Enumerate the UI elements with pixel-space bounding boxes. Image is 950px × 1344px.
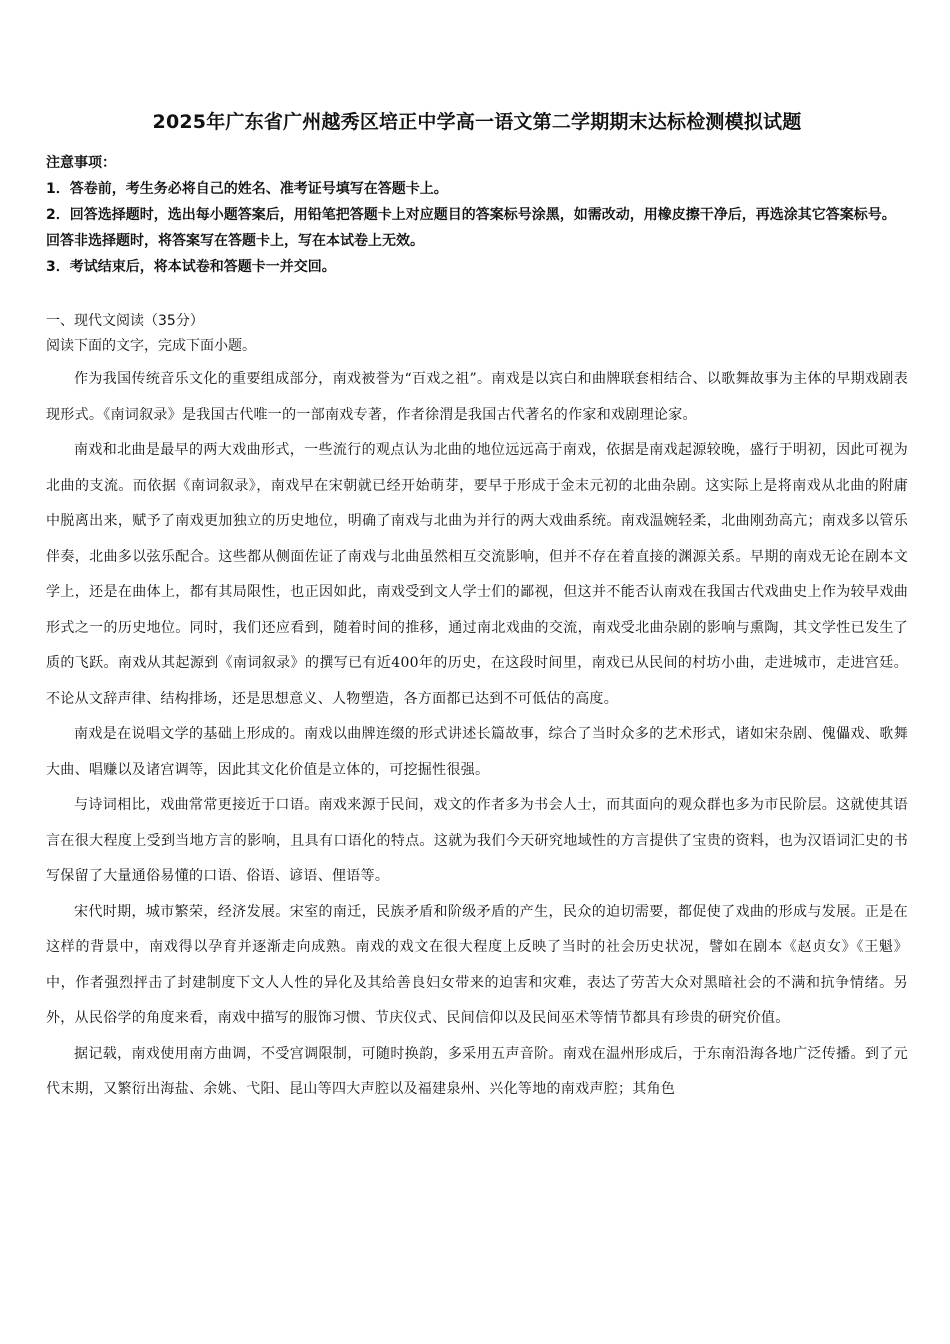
passage-paragraph-4: 与诗词相比，戏曲常常更接近于口语。南戏来源于民间，戏文的作者多为书会人士，而其面向的观众群也多为市民阶层。这就使其语言在很大程度上受到当地方言的影响，且具有口语化的特点。这就为我们今天研究地域性的方言提供了宝贵的资料，也为汉语词汇史的书写保留了大量通俗易懂的口语、俗语、谚语、俚语等。 [46, 797, 908, 884]
reading-passage [46, 362, 908, 1108]
notice-heading: 注意事项： [46, 155, 116, 171]
passage-paragraph-1: 作为我国传统音乐文化的重要组成部分，南戏被誉为“百戏之祖”。南戏是以宾白和曲牌联套相结合、以歌舞故事为主体的早期戏剧表现形式。《南词叙录》是我国古代唯一的一部南戏专著，作者徐渭是我国古代著名的作家和戏剧理论家。 [46, 371, 908, 423]
notice-item-3: 3．考试结束后，将本试卷和答题卡一并交回。 [46, 259, 336, 275]
passage-paragraph-3: 南戏是在说唱文学的基础上形成的。南戏以曲牌连缀的形式讲述长篇故事，综合了当时众多的艺术形式，诸如宋杂剧、傀儡戏、歌舞大曲、唱赚以及诸宫调等，因此其文化价值是立体的，可挖掘性很强。 [46, 726, 908, 778]
exam-page [46, 108, 908, 1108]
passage-paragraph-6: 据记载，南戏使用南方曲调，不受宫调限制，可随时换韵，多采用五声音阶。南戏在温州形成后，于东南沿海各地广泛传播。到了元代末期，又繁衍出海盐、余姚、弋阳、昆山等四大声腔以及福建泉州、兴化等地的南戏声腔；其角色 [46, 1045, 908, 1097]
notice-item-2: 2．回答选择题时，选出每小题答案后，用铅笔把答题卡上对应题目的答案标号涂黑，如需改动，用橡皮擦干净后，再选涂其它答案标号。回答非选择题时，将答案写在答题卡上，写在本试卷上无效。 [46, 207, 896, 249]
section-heading: 一、现代文阅读（35分） [46, 313, 204, 329]
document-title: 2025年广东省广州越秀区培正中学高一语文第二学期期末达标检测模拟试题 [152, 111, 802, 133]
notice-item-1: 1．答卷前，考生务必将自己的姓名、准考证号填写在答题卡上。 [46, 181, 448, 197]
passage-paragraph-2: 南戏和北曲是最早的两大戏曲形式，一些流行的观点认为北曲的地位远远高于南戏，依据是南戏起源较晚，盛行于明初，因此可视为北曲的支流。而依据《南词叙录》，南戏早在宋朝就已经开始萌芽，要早于形成于金末元初的北曲杂剧。这实际上是将南戏从北曲的附庸中脱离出来，赋予了南戏更加独立的历史地位，明确了南戏与北曲为并行的两大戏曲系统。南戏温婉轻柔，北曲刚劲高亢；南戏多以管乐伴奏，北曲多以弦乐配合。这些都从侧面佐证了南戏与北曲虽然相互交流影响，但并不存在着直接的渊源关系。早期的南戏无论在剧本文学上，还是在曲体上，都有其局限性，也正因如此，南戏受到文人学士们的鄙视，但这并不能否认南戏在我国古代戏曲史上作为较早戏曲形式之一的历史地位。同时，我们还应看到，随着时间的推移，通过南北戏曲的交流，南戏受北曲杂剧的影响与熏陶，其文学性已发生了质的飞跃。南戏从其起源到《南词叙录》的撰写已有近400年的历史，在这段时间里，南戏已从民间的村坊小曲，走进城市，走进宫廷。不论从文辞声律、结构排场，还是思想意义、人物塑造，各方面都已达到不可低估的高度。 [46, 442, 908, 707]
passage-paragraph-5: 宋代时期，城市繁荣，经济发展。宋室的南迁，民族矛盾和阶级矛盾的产生，民众的迫切需要，都促使了戏曲的形成与发展。正是在这样的背景中，南戏得以孕育并逐渐走向成熟。南戏的戏文在很大程度上反映了当时的社会历史状况，譬如在剧本《赵贞女》《王魁》中，作者强烈抨击了封建制度下文人人性的异化及其给善良妇女带来的迫害和灾难，表达了劳苦大众对黑暗社会的不满和抗争情绪。另外，从民俗学的角度来看，南戏中描写的服饰习惯、节庆仪式、民间信仰以及民间巫术等情节都具有珍贵的研究价值。 [46, 903, 908, 1026]
section-instruction: 阅读下面的文字，完成下面小题。 [46, 338, 256, 354]
notice-block [46, 150, 908, 280]
